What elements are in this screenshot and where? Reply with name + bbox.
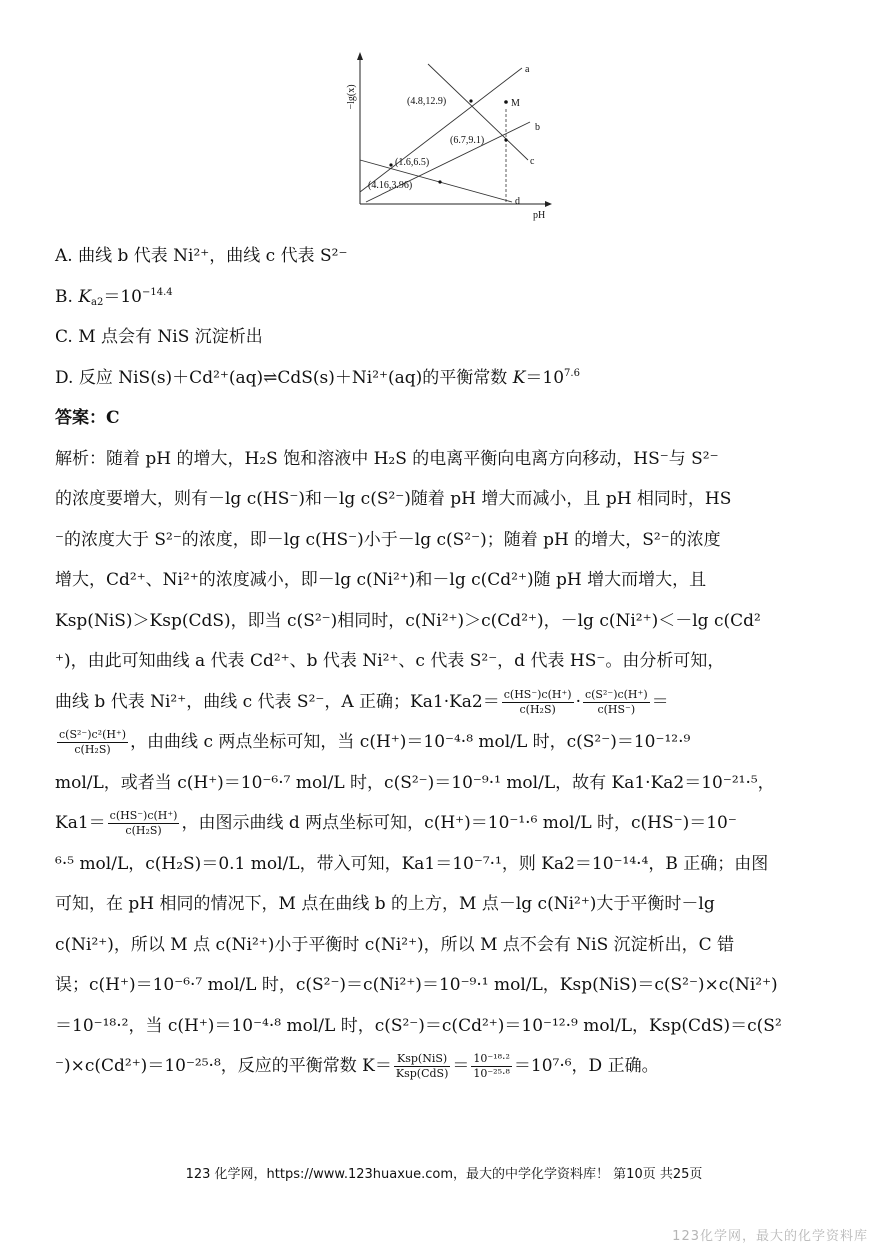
option-b	[55, 277, 845, 318]
fraction-ka1-def-num: c(HS⁻)c(H⁺)	[109, 809, 178, 822]
option-b-sub: a2	[91, 296, 104, 308]
fraction-ksp-num: Ksp(NiS)	[394, 1052, 450, 1067]
option-b-exp: −14.4	[141, 286, 173, 298]
graph-figure	[330, 52, 560, 227]
fraction-ka1-den: c(H₂S)	[519, 702, 556, 716]
point-label-4.16-3.96: (4.16,3.96)	[368, 180, 413, 191]
point-label-1.6-6.5: (1.6,6.5)	[395, 157, 430, 168]
analysis-line-16-eq: ＝	[452, 1056, 470, 1076]
analysis-line-15: ＝10⁻¹⁸·²，当 c(H⁺)＝10⁻⁴·⁸ mol/L 时，c(S²⁻)＝c(Cd²⁺)＝10⁻¹²·⁹ mol/L，Ksp(CdS)＝c(S²	[55, 1015, 782, 1036]
analysis-line-13: c(Ni²⁺)，所以 M 点 c(Ni²⁺)小于平衡时 c(Ni²⁺)，所以 M 点不会有 NiS 沉淀析出，C 错	[55, 934, 735, 955]
option-a: A. 曲线 b 代表 Ni²⁺，曲线 c 代表 S²⁻	[55, 246, 348, 266]
fraction-product-den: c(H₂S)	[74, 743, 111, 756]
point-4.8-12.9	[469, 99, 472, 102]
analysis-line-16	[55, 1046, 845, 1087]
analysis-line-3: ⁻的浓度大于 S²⁻的浓度，即－lg c(HS⁻)小于－lg c(S²⁻)；随着 pH 的增大，S²⁻的浓度	[55, 529, 721, 550]
fraction-product-num: c(S²⁻)c²(H⁺)	[59, 728, 127, 741]
x-axis-arrow	[545, 201, 552, 207]
analysis-line-16-text: ⁻)×c(Cd²⁺)＝10⁻²⁵·⁸，反应的平衡常数 K＝	[55, 1056, 392, 1076]
curve-b-label: b	[535, 122, 540, 133]
analysis-line-1: 解析：随着 pH 的增大，H₂S 饱和溶液中 H₂S 的电离平衡向电离方向移动，HS⁻与 S²⁻	[55, 448, 719, 469]
option-b-eq: ＝10	[103, 286, 142, 307]
point-m-label: M	[511, 98, 520, 109]
curve-c-label: c	[530, 156, 535, 167]
fraction-ka2-num: c(S²⁻)c(H⁺)	[584, 687, 648, 701]
y-axis-arrow	[357, 52, 363, 60]
fraction-ksp-den: Ksp(CdS)	[395, 1067, 449, 1080]
answer-label: 答案：	[55, 408, 106, 428]
y-axis-label: −lg(x)	[346, 84, 357, 110]
fraction-values	[471, 1052, 512, 1081]
analysis-line-6: ⁺)，由此可知曲线 a 代表 Cd²⁺、b 代表 Ni²⁺、c 代表 S²⁻，d 代表 HS⁻。由分析可知，	[55, 651, 725, 671]
curve-a-label: a	[525, 64, 530, 75]
point-m	[504, 100, 508, 104]
point-1.6-6.5	[389, 163, 392, 166]
fraction-values-num: 10⁻¹⁸·²	[473, 1052, 510, 1065]
page-footer: 123 化学网，https://www.123huaxue.com，最大的中学化学资料库！ 第10页 共25页	[185, 1167, 703, 1182]
lg-ph-graph	[330, 52, 560, 227]
option-b-k: K	[78, 286, 92, 307]
analysis-line-7-text: 曲线 b 代表 Ni²⁺，曲线 c 代表 S²⁻，A 正确；Ka1·Ka2＝	[55, 691, 500, 712]
analysis-line-9: mol/L，或者当 c(H⁺)＝10⁻⁶·⁷ mol/L 时，c(S²⁻)＝10⁻⁹·¹ mol/L，故有 Ka1·Ka2＝10⁻²¹·⁵，	[55, 772, 775, 793]
answer-line	[55, 398, 845, 439]
analysis-line-14: 误；c(H⁺)＝10⁻⁶·⁷ mol/L 时，c(S²⁻)＝c(Ni²⁺)＝10⁻⁹·¹ mol/L，Ksp(NiS)＝c(S²⁻)×c(Ni²⁺)	[55, 975, 778, 995]
analysis-line-11: ⁶·⁵ mol/L，c(H₂S)＝0.1 mol/L，带入可知，Ka1＝10⁻⁷·¹，则 Ka2＝10⁻¹⁴·⁴，B 正确；由图	[55, 853, 769, 874]
analysis-line-10	[55, 803, 845, 844]
option-d	[55, 358, 845, 399]
point-4.16-3.96	[438, 180, 441, 183]
option-d-text: D. 反应 NiS(s)＋Cd²⁺(aq)⇌CdS(s)＋Ni²⁺(aq)的平衡常数	[55, 367, 513, 388]
fraction-ka1-num: c(HS⁻)c(H⁺)	[503, 687, 572, 701]
analysis-line-8-text: ，由曲线 c 两点坐标可知，当 c(H⁺)＝10⁻⁴·⁸ mol/L 时，c(S²⁻)＝10⁻¹²·⁹	[130, 732, 691, 752]
option-d-eq: ＝10	[525, 367, 565, 388]
analysis-line-8	[55, 722, 845, 763]
x-axis-label: pH	[533, 210, 546, 221]
option-b-prefix: B.	[55, 286, 79, 307]
analysis-line-7: 曲线 b 代表 Ni²⁺，曲线 c 代表 S²⁻，A 正确；Ka1·Ka2＝ $\frac{c(HS^-)c(H^+)}{\text{c(H₂S)}}$ · $\frac{\text{c(S²⁻)c(H⁺)}}{c(HS^-)}$ ＝	[55, 687, 669, 716]
point-6.7-9.1	[504, 138, 507, 141]
point-label-4.8-12.9: (4.8,12.9)	[407, 96, 447, 107]
fraction-product	[57, 728, 128, 757]
analysis-line-4: 增大，Cd²⁺、Ni²⁺的浓度减小，即－lg c(Ni²⁺)和－lg c(Cd²⁺)随 pH 增大而增大，且	[55, 570, 707, 590]
option-c: C. M 点会有 NiS 沉淀析出	[55, 327, 263, 347]
option-d-exp: 7.6	[564, 367, 580, 379]
question-content	[55, 236, 845, 1087]
fraction-ka2	[583, 688, 650, 717]
option-d-k: K	[512, 367, 526, 388]
curve-d-label: d	[515, 196, 520, 207]
analysis-block	[55, 439, 845, 1087]
fraction-values-den: 10⁻²⁵·⁸	[473, 1067, 510, 1080]
analysis-line-5: Ksp(NiS)＞Ksp(CdS)，即当 c(S²⁻)相同时，c(Ni²⁺)＞c(Cd²⁺)，－lg c(Ni²⁺)＜－lg c(Cd²	[55, 610, 761, 631]
point-label-6.7-9.1: (6.7,9.1)	[450, 135, 485, 146]
fraction-ksp	[394, 1052, 450, 1081]
analysis-line-16-end: ＝10⁷·⁶，D 正确。	[513, 1056, 659, 1076]
watermark: 123化学网，最大的化学资料库	[672, 1229, 868, 1244]
analysis-line-2: 的浓度要增大，则有－lg c(HS⁻)和－lg c(S²⁻)随着 pH 增大而减小，且 pH 相同时，HS	[55, 489, 732, 509]
answer-value: C	[106, 408, 120, 428]
fraction-ka1	[502, 688, 574, 717]
curve-a	[360, 68, 522, 192]
fraction-ka1-def-den: c(H₂S)	[125, 824, 162, 837]
fraction-ka2-den: c(HS⁻)	[597, 702, 636, 716]
analysis-line-10-text: ，由图示曲线 d 两点坐标可知，c(H⁺)＝10⁻¹·⁶ mol/L 时，c(HS⁻)＝10⁻	[181, 813, 737, 833]
analysis-line-10-prefix: Ka1＝	[55, 813, 106, 833]
analysis-line-12: 可知，在 pH 相同的情况下，M 点在曲线 b 的上方，M 点－lg c(Ni²⁺)大于平衡时－lg	[55, 894, 715, 914]
fraction-ka1-def	[108, 809, 180, 838]
